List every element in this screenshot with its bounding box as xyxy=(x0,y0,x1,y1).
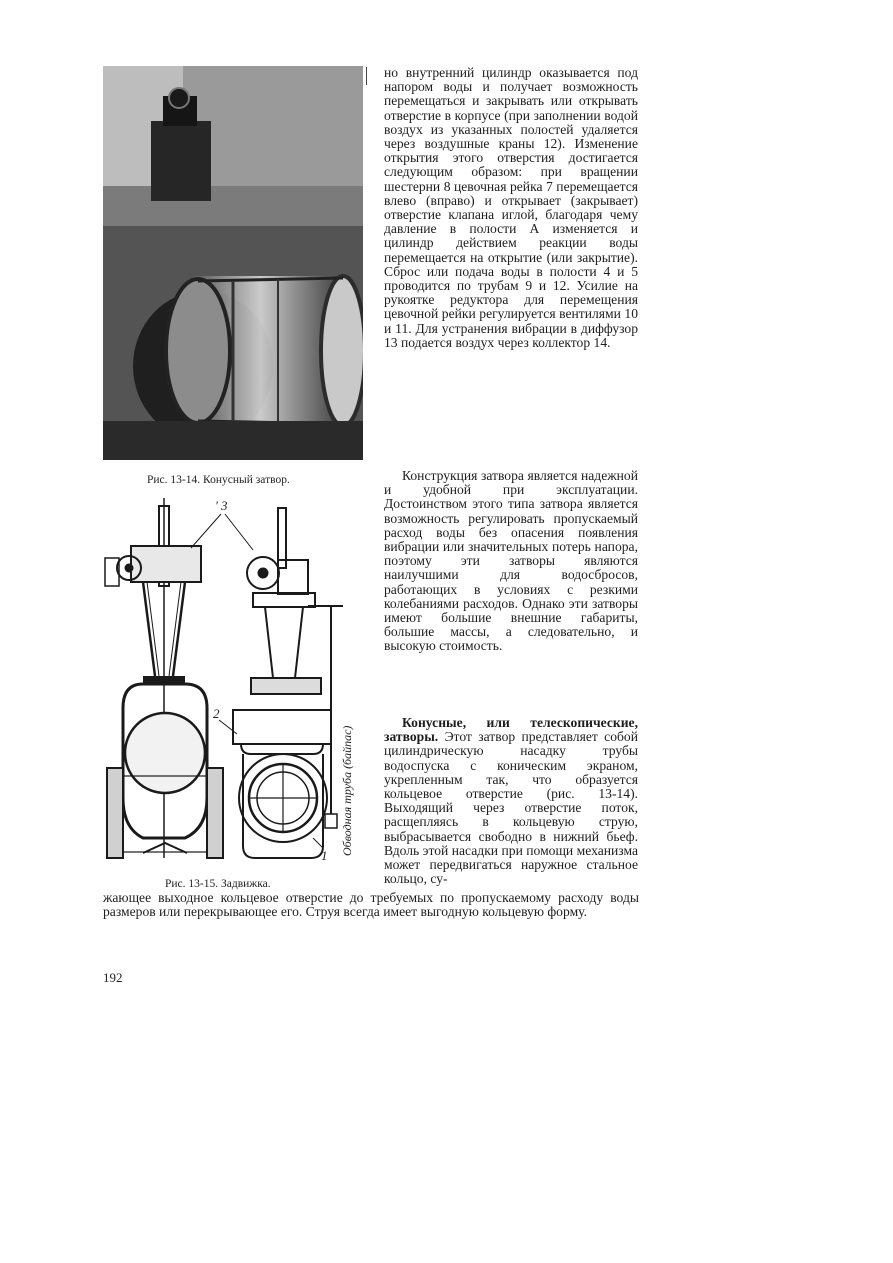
full-width-text xyxy=(103,891,639,919)
paragraph-3-heading: Конусные, или телескопические, затворы. xyxy=(384,715,638,745)
right-text-column-3 xyxy=(384,716,638,886)
svg-text:1: 1 xyxy=(321,848,328,863)
figure-13-14-photo xyxy=(103,66,363,460)
paragraph-3 xyxy=(384,716,638,886)
right-text-column xyxy=(384,66,638,350)
paragraph-1: но внутренний цилиндр оказывается под напором воды и получает возможность перемещаться и закрывать или открывать отверстие в корпусе (при заполнении водой воздух из указанных полостей удаляется через воздушные краны 12). Изменение открытия этого отверстия достигается следующим образом: при вращении шестерни 8 цевочная рейка 7 перемещается влево (вправо) и открывает (закрывает) отверстие клапана иглой, благодаря чему давление в полости А изменяется и цилиндр действием реакции воды перемещается на открытие (или закрытие). Сброс или подача воды в полости 4 и 5 проводится по трубам 9 и 12. Усилие на рукоятке редуктора для перемещения цевочной рейки регулируется вентилями 10 и 11. Для устранения вибрации в диффузор 13 подается воздух через коллектор 14. xyxy=(384,65,638,350)
figure-13-14-caption: Рис. 13-14. Конусный затвор. xyxy=(147,474,290,486)
figure-13-15-caption: Рис. 13-15. Задвижка. xyxy=(165,878,271,890)
paragraph-3-body: Этот затвор представляет собой цилиндрическую насадку трубы водоспуска с коническим экраном, укрепленным так, что образуется кольцевое отверстие (рис. 13-14). Выходящий через отверстие поток, расщепляясь в кольцевую струю, выбрасывается свободно в нижний бьеф. Вдоль этой насадки при помощи механизма может передвигаться наружное стальное кольцо, су- xyxy=(384,729,638,887)
paragraph-continuation: жающее выходное кольцевое отверстие до требуемых по пропускаемому расходу воды размеров или перекрывающее его. Струя всегда имеет выгодную кольцевую форму. xyxy=(103,890,639,920)
paragraph-2: Конструкция затвора является надежной и удобной при эксплуатации. Достоинством этого типа затвора является возможность регулировать пропускаемый расход воды без опасения появления вибрации или значительных потерь напора, поэтому эти затворы являются наилучшими для водосбросов, работающих в условиях с резкими колебаниями расходов. Однако эти затворы имеют большие внешние габариты, большие массы, а следовательно, и высокую стоимость. xyxy=(384,468,638,654)
svg-text:' 3: ' 3 xyxy=(215,498,228,513)
svg-text:Обводная труба (байпас): Обводная труба (байпас) xyxy=(340,725,354,856)
margin-mark xyxy=(366,67,367,85)
svg-text:2: 2 xyxy=(213,706,220,721)
figure-13-15-drawing xyxy=(103,498,363,870)
page-number: 192 xyxy=(103,970,123,985)
right-text-column-2 xyxy=(384,469,638,654)
